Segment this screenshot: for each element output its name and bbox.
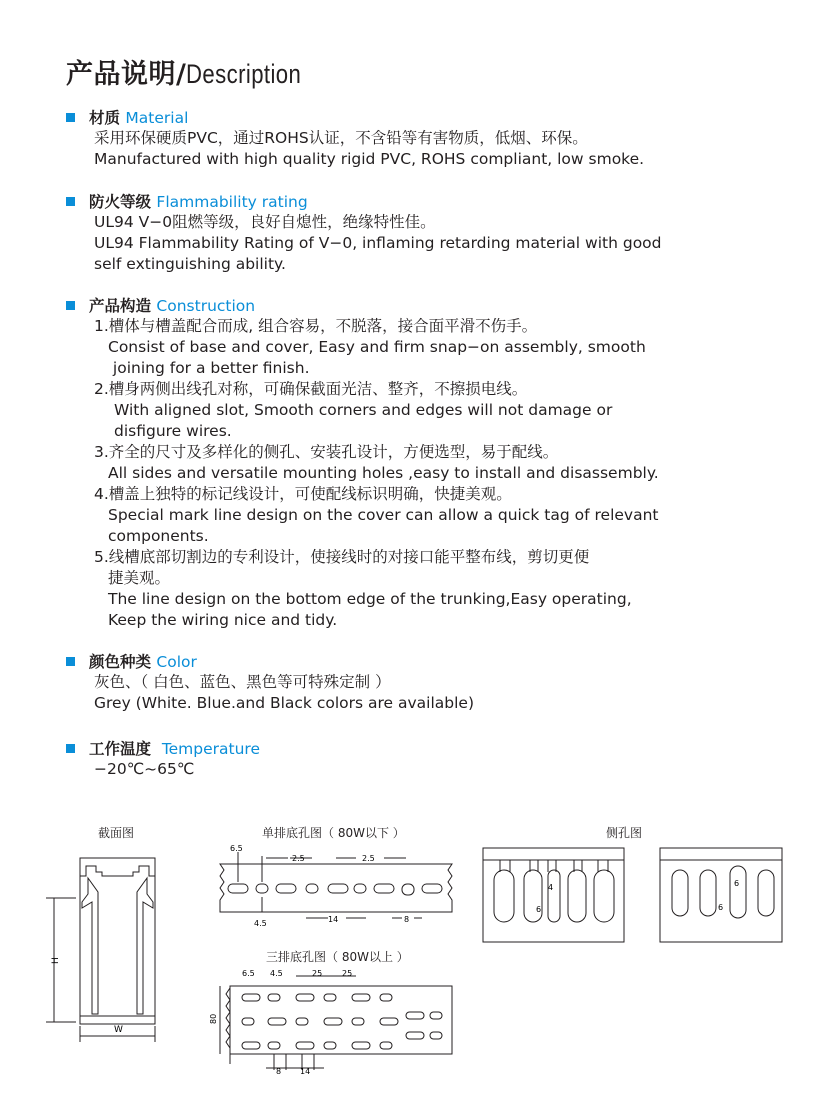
section-diagram-title: 截面图 [98,826,135,840]
side-hole-diagram-title: 侧孔图 [606,826,643,840]
cross-section-diagram [40,846,170,1046]
dim-label: 8 [276,1067,282,1076]
side-hole-diagram [482,846,792,946]
dim-label: 8 [404,915,410,924]
dim-label: 2.5 [292,854,305,863]
single-row-diagram-title: 单排底孔图（ 80W以下 ） [262,826,405,840]
material-section: 材质 Material 采用环保硬质PVC，通过ROHS认证，不含铅等有害物质，低烟、环保。 Manufactured with high quality rigid PVC, ROHS compliant, low smoke. [66,108,644,170]
dim-label: 80 [209,1013,218,1024]
page-title: 产品说明/Description [66,59,302,90]
dim-label: 14 [300,1067,311,1076]
dim-label: 25 [312,969,323,978]
dim-label: 6 [536,905,542,914]
construction-section: 产品构造 Construction 1.槽体与槽盖配合而成, 组合容易，不脱落，接合面平滑不伤手。 Consist of base and cover, Easy and firm snap−on assembly, smooth joining for a better finish. 2.槽身两侧出线孔对称，可确保截面光洁、整齐，不擦损电线。 With aligned slot, Smooth corners and edges will not damage or disfigure wires. 3.齐全的尺寸及多样化的侧孔、安装孔设计，方便选型，易于配线。 All sides and versatile mounting holes ,easy to install and disassembly. 4.槽盖上独特的标记线设计，可使配线标识明确，快捷美观。 Special mark line design on the cover can allow a quick tag of relevant components. 5.线槽底部切割边的专利设计，使接线时的对接口能平整布线，剪切更便 捷美观。 The line design on the bottom edge of the trunking,Easy operating, Keep the wiring nice and tidy. [66,296,659,631]
dim-label: 25 [342,969,353,978]
bullet-square-icon [66,744,75,753]
dim-label: 4 [548,883,554,892]
flammability-section: 防火等级 Flammability rating UL94 V−0阻燃等级，良好自熄性，绝缘特性佳。 UL94 Flammability Rating of V−0, inflaming retarding material with good self extinguishing ability. [66,192,662,275]
bullet-square-icon [66,197,75,206]
dim-label: 14 [328,915,339,924]
color-section: 颜色种类 Color 灰色、（ 白色、蓝色、黑色等可特殊定制 ） Grey (White. Blue.and Black colors are available) [66,652,474,714]
dim-label: 4.5 [270,969,283,978]
dim-label: 6.5 [230,844,243,853]
bullet-square-icon [66,113,75,122]
width-dim-label: W [114,1025,123,1035]
dim-label: 6.5 [242,969,255,978]
dim-label: 6 [734,879,740,888]
dim-label: 6 [718,903,724,912]
height-dim-label: H [51,957,61,964]
dim-label: 4.5 [254,919,267,928]
dim-label: 2.5 [362,854,375,863]
bullet-square-icon [66,657,75,666]
single-row-hole-diagram [216,842,460,932]
triple-row-diagram-title: 三排底孔图（ 80W以上 ） [266,950,409,964]
bullet-square-icon [66,301,75,310]
triple-row-hole-diagram [206,966,458,1076]
temperature-section: 工作温度 Temperature −20℃~65℃ [66,739,260,780]
